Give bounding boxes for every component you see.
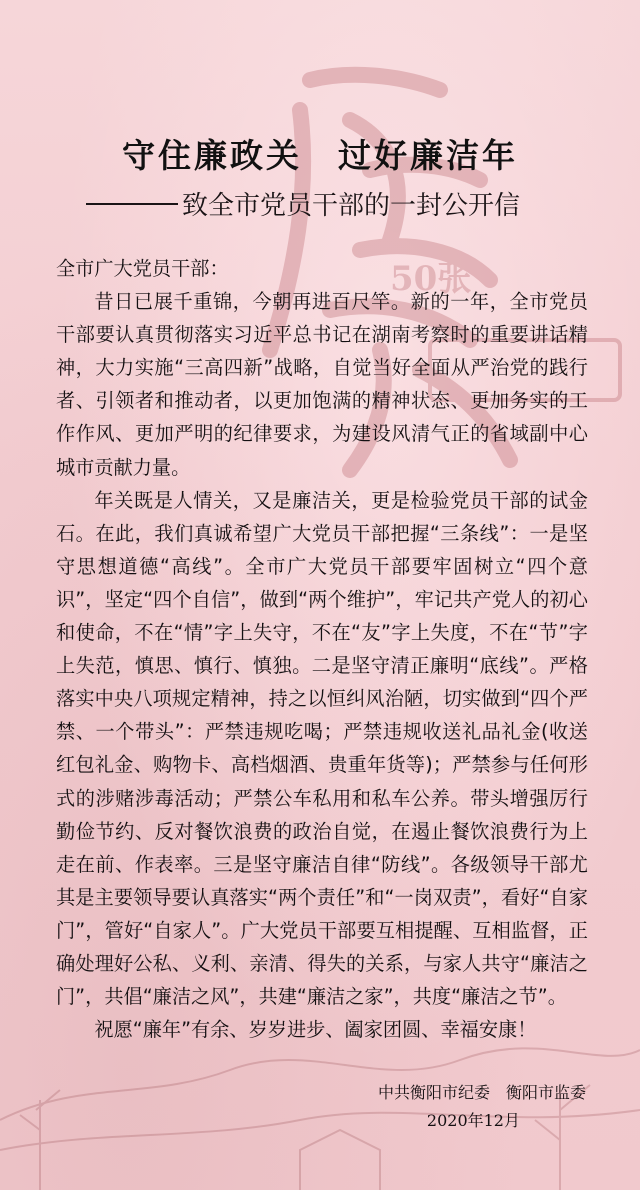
- salutation: 全市广大党员干部：: [56, 257, 229, 280]
- page-title: 守住廉政关 过好廉洁年: [122, 136, 518, 175]
- signature-date: 2020年12月: [426, 1111, 520, 1130]
- paragraph-three-lines: 年关既是人情关，又是廉洁关，更是检验党员干部的试金石。在此，我们真诚希望广大党员干部把握“三条线”：一是坚守思想道德“高线”。全市广大党员干部要牢固树立“四个意识”，坚定“四个自信”，做到“两个维护”，牢记共产党人的初心和使命，不在“情”字上失守，不在“友”字上失度，不在“节”字上失范，慎思、慎行、慎独。二是坚守清正廉明“底线”。严格落实中央八项规定精神，持之以恒纠风治陋，切实做到“四个严禁、一个带头”：严禁违规吃喝；严禁违规收送礼品礼金(收送红包礼金、购物卡、高档烟酒、贵重年货等)；严禁参与任何形式的涉赌涉毒活动；严禁公车私用和私车公养。带头增强厉行勤俭节约、反对餐饮浪费的政治自觉，在遏止餐饮浪费行为上走在前、作表率。三是坚守廉洁自律“防线”。各级领导干部尤其是主要领导要认真落实“两个责任”和“一岗双责”，看好“自家门”，管好“自家人”。广大党员干部要互相提醒、互相监督，正确处理好公私、义利、亲清、得失的关系，与家人共守“廉洁之门”，共倡“廉洁之风”，共建“廉洁之家”，共度“廉洁之节”。: [56, 488, 588, 1009]
- signature-block: [378, 1079, 586, 1135]
- em-dash-rule: [86, 203, 178, 205]
- svg-text:50张: 50张: [390, 259, 472, 299]
- paragraph-intro: 昔日已展千重锦，今朝再进百尺竿。新的一年，全市党员干部要认真贯彻落实习近平总书记在湖南考察时的重要讲话精神，大力实施“三高四新”战略，自觉当好全面从严治党的践行者、引领者和推动者，以更加饱满的精神状态、更加务实的工作作风、更加严明的纪律要求，为建设风清气正的省域副中心城市贡献力量。: [56, 290, 588, 479]
- paragraph-wishes: 祝愿“廉年”有余、岁岁进步、阖家团圆、幸福安康！: [94, 1018, 537, 1042]
- subtitle-text: 致全市党员干部的一封公开信: [182, 191, 521, 221]
- page-subtitle: [86, 185, 520, 222]
- signature-org: 中共衡阳市纪委 衡阳市监委: [377, 1083, 586, 1102]
- letter-body: [56, 252, 588, 1046]
